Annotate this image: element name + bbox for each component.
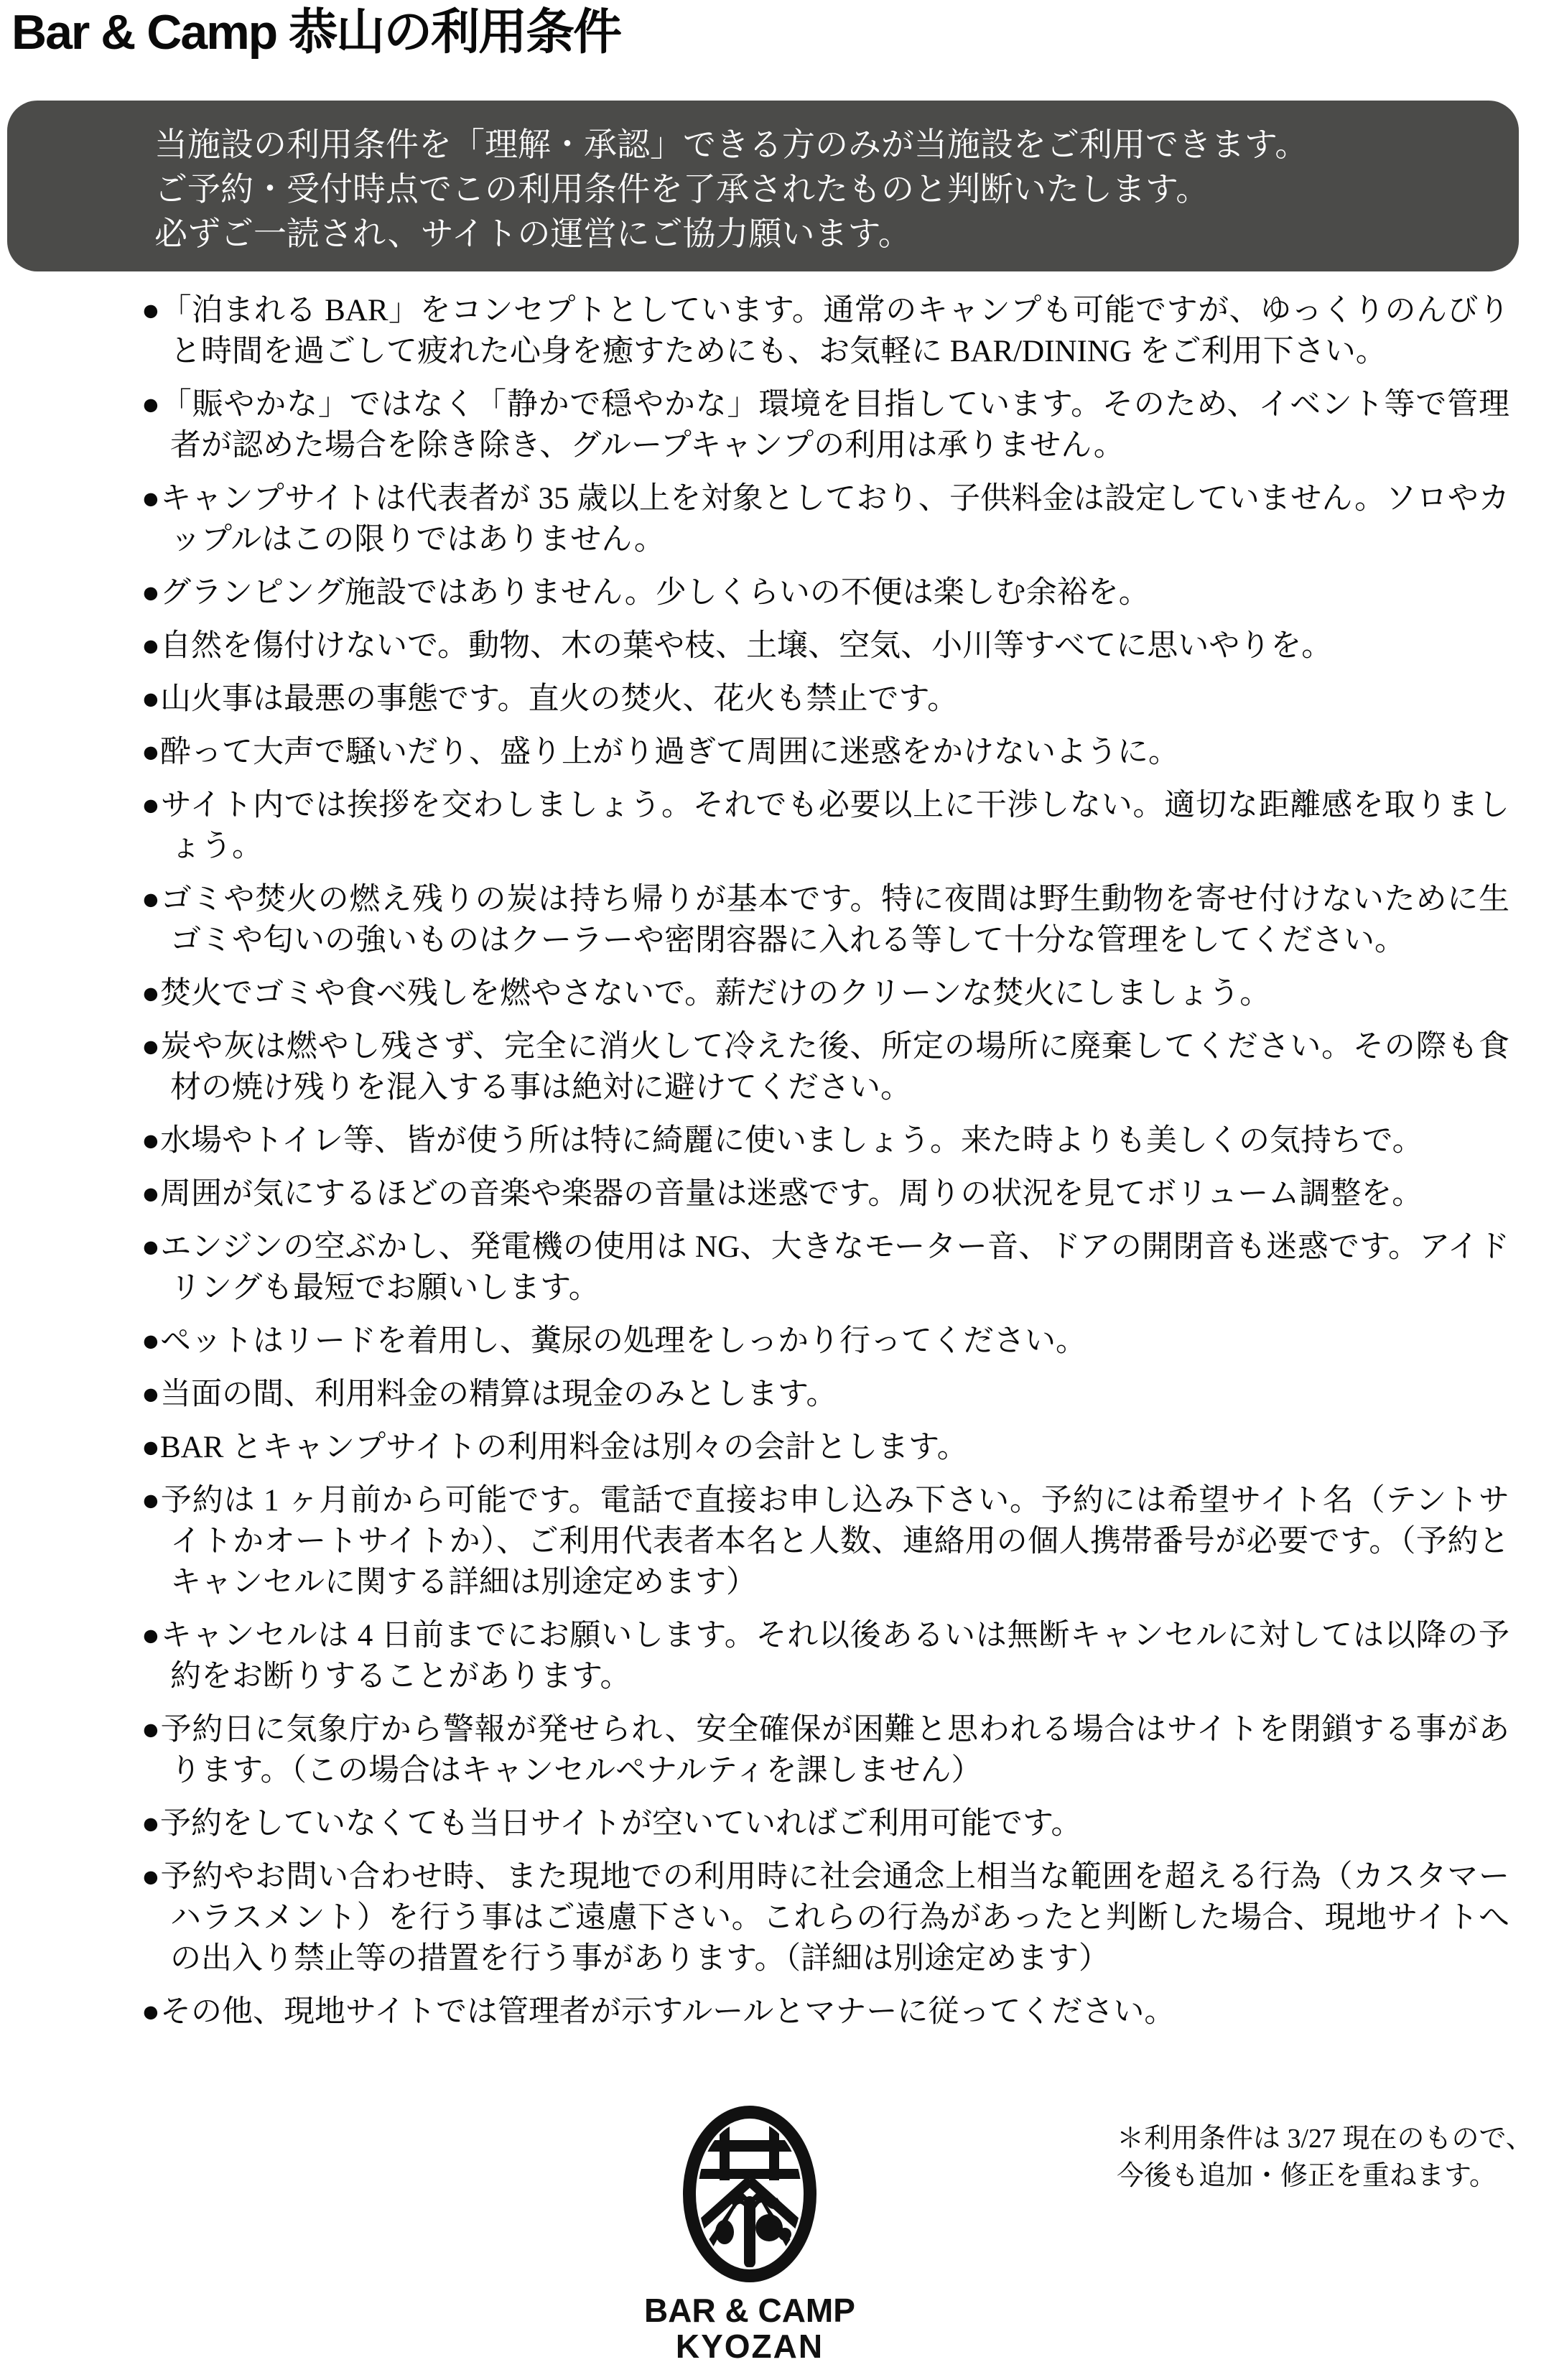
rule-text: 「泊まれる BAR」をコンセプトとしています。通常のキャンプも可能ですが、ゆっくりのんびりと時間を過ごして疲れた心身を癒すためにも、お気軽に BAR/DINING をご利用下さい。 xyxy=(160,294,1509,368)
bullet-icon: ● xyxy=(141,388,161,422)
rule-item xyxy=(141,973,1509,1014)
bullet-icon: ● xyxy=(141,789,161,822)
rule-item xyxy=(141,1709,1509,1791)
rule-item xyxy=(141,1026,1509,1108)
rule-item xyxy=(141,626,1509,666)
rule-text: 「賑やかな」ではなく「静かで穏やかな」環境を目指しています。そのため、イベント等で管理者が認めた場合を除き除き、グループキャンプの利用は承りません。 xyxy=(160,388,1509,462)
rule-text: 予約やお問い合わせ時、また現地での利用時に社会通念上相当な範囲を超える行為（カスタマーハラスメント）を行う事はご遠慮下さい。これらの行為があったと判断した場合、現地サイトへの出入り禁止等の措置を行う事があります。（詳細は別途定めます） xyxy=(160,1860,1509,1976)
rule-text: エンジンの空ぶかし、発電機の使用は NG、大きなモーター音、ドアの開閉音も迷惑です。アイドリングも最短でお願いします。 xyxy=(160,1230,1509,1305)
logo-text-bar-and-camp: BAR & CAMP xyxy=(644,2292,855,2329)
rule-item xyxy=(141,1374,1509,1415)
rule-item xyxy=(141,732,1509,773)
rule-item xyxy=(141,1480,1509,1603)
rule-text: 炭や灰は燃やし残さず、完全に消火して冷えた後、所定の場所に廃棄してください。その際も食材の焼け残りを混入する事は絶対に避けてください。 xyxy=(160,1030,1510,1105)
bullet-icon: ● xyxy=(141,1177,160,1211)
bullet-icon: ● xyxy=(141,1431,160,1464)
notice-box xyxy=(7,101,1519,271)
logo xyxy=(642,2104,857,2364)
footnote-line: 今後も追加・修正を重ねます。 xyxy=(1117,2161,1497,2191)
rule-text: 当面の間、利用料金の精算は現金のみとします。 xyxy=(159,1377,837,1411)
bullet-icon: ● xyxy=(141,629,160,663)
notice-line: 当施設の利用条件を「理解・承認」できる方のみが当施設をご利用できます。 xyxy=(154,126,1308,163)
bullet-icon: ● xyxy=(141,1619,161,1652)
rule-item xyxy=(141,1803,1509,1844)
rule-text: 予約は 1 ヶ月前から可能です。電話で直接お申し込み下さい。予約には希望サイト名（テントサイトかオートサイトか）、ご利用代表者本名と人数、連絡用の個人携帯番号が必要です。（予約とキャンセルに関する詳細は別途定めます） xyxy=(160,1484,1509,1599)
rule-text: BAR とキャンプサイトの利用料金は別々の会計とします。 xyxy=(159,1431,968,1464)
rule-item xyxy=(141,1227,1509,1308)
bullet-icon: ● xyxy=(141,1124,160,1158)
rule-text: 予約日に気象庁から警報が発せられ、安全確保が困難と思われる場合はサイトを閉鎖する事があります。（この場合はキャンセルペナルティを課しません） xyxy=(160,1713,1509,1788)
kyozan-logo-mark xyxy=(681,2104,818,2284)
rule-item xyxy=(141,879,1509,961)
rule-item xyxy=(141,384,1509,466)
rule-text: 周囲が気にするほどの音楽や楽器の音量は迷惑です。周りの状況を見てボリューム調整を。 xyxy=(159,1177,1423,1211)
rule-item xyxy=(141,1173,1509,1214)
rule-text: キャンプサイトは代表者が 35 歳以上を対象としており、子供料金は設定していません。ソロやカップルはこの限りではありません。 xyxy=(160,482,1509,557)
rule-text: ペットはリードを着用し、糞尿の処理をしっかり行ってください。 xyxy=(159,1324,1087,1358)
rule-item xyxy=(141,1991,1509,2032)
notice-line: ご予約・受付時点でこの利用条件を了承されたものと判断いたします。 xyxy=(154,170,1209,208)
rule-text: その他、現地サイトでは管理者が示すルールとマナーに従ってください。 xyxy=(159,1995,1176,2029)
rule-text: グランピング施設ではありません。少しくらいの不便は楽しむ余裕を。 xyxy=(159,576,1150,610)
rule-text: 予約をしていなくても当日サイトが空いていればご利用可能です。 xyxy=(159,1807,1082,1841)
rule-text: 酔って大声で騒いだり、盛り上がり過ぎて周囲に迷惑をかけないように。 xyxy=(159,735,1179,769)
rule-item xyxy=(141,290,1509,372)
rule-item xyxy=(141,679,1509,720)
rule-text: サイト内では挨拶を交わしましょう。それでも必要以上に干渉しない。適切な距離感を取りましょう。 xyxy=(160,789,1509,863)
rule-item xyxy=(141,478,1509,560)
rule-text: 焚火でゴミや食べ残しを燃やさないで。薪だけのクリーンな焚火にしましょう。 xyxy=(159,977,1271,1010)
bullet-icon: ● xyxy=(141,1860,161,1894)
bullet-icon: ● xyxy=(141,482,161,516)
bullet-icon: ● xyxy=(141,1324,160,1358)
bullet-icon: ● xyxy=(141,1807,160,1841)
bullet-icon: ● xyxy=(141,1377,160,1411)
rule-item xyxy=(141,1120,1509,1161)
bullet-icon: ● xyxy=(141,1713,161,1747)
rule-text: 自然を傷付けないで。動物、木の葉や枝、土壌、空気、小川等すべてに思いやりを。 xyxy=(159,629,1333,663)
rule-item xyxy=(141,572,1509,613)
rule-text: 山火事は最悪の事態です。直火の焚火、花火も禁止です。 xyxy=(159,682,959,716)
rule-item xyxy=(141,1856,1509,1979)
bullet-icon: ● xyxy=(141,735,160,769)
bullet-icon: ● xyxy=(141,294,161,327)
rule-text: ゴミや焚火の燃え残りの炭は持ち帰りが基本です。特に夜間は野生動物を寄せ付けないために生ゴミや匂いの強いものはクーラーや密閉容器に入れる等して十分な管理をしてください。 xyxy=(160,883,1510,957)
bullet-icon: ● xyxy=(141,682,160,716)
rule-text: 水場やトイレ等、皆が使う所は特に綺麗に使いましょう。来た時よりも美しくの気持ちで。 xyxy=(159,1124,1423,1158)
bullet-icon: ● xyxy=(141,1995,160,2029)
bullet-icon: ● xyxy=(141,1230,161,1264)
bullet-icon: ● xyxy=(141,977,160,1010)
notice-line: 必ずご一読され、サイトの運営にご協力願います。 xyxy=(154,215,911,252)
bullet-icon: ● xyxy=(141,1030,161,1064)
page-title: Bar & Camp 恭山の利用条件 xyxy=(11,5,621,60)
bullet-icon: ● xyxy=(141,1484,161,1517)
rule-item xyxy=(141,1615,1509,1697)
rule-item xyxy=(141,1427,1509,1468)
bullet-icon: ● xyxy=(141,576,160,610)
rules-list xyxy=(141,290,1509,2045)
rule-item xyxy=(141,785,1509,867)
rule-text: キャンセルは 4 日前までにお願いします。それ以後あるいは無断キャンセルに対しては以降の予約をお断りすることがあります。 xyxy=(160,1619,1509,1693)
footnote xyxy=(1117,2120,1533,2195)
bullet-icon: ● xyxy=(141,883,161,916)
rule-item xyxy=(141,1321,1509,1362)
footnote-line: ＊利用条件は 3/27 現在のもので、 xyxy=(1117,2124,1533,2154)
logo-text-kyozan: KYOZAN xyxy=(675,2328,824,2365)
